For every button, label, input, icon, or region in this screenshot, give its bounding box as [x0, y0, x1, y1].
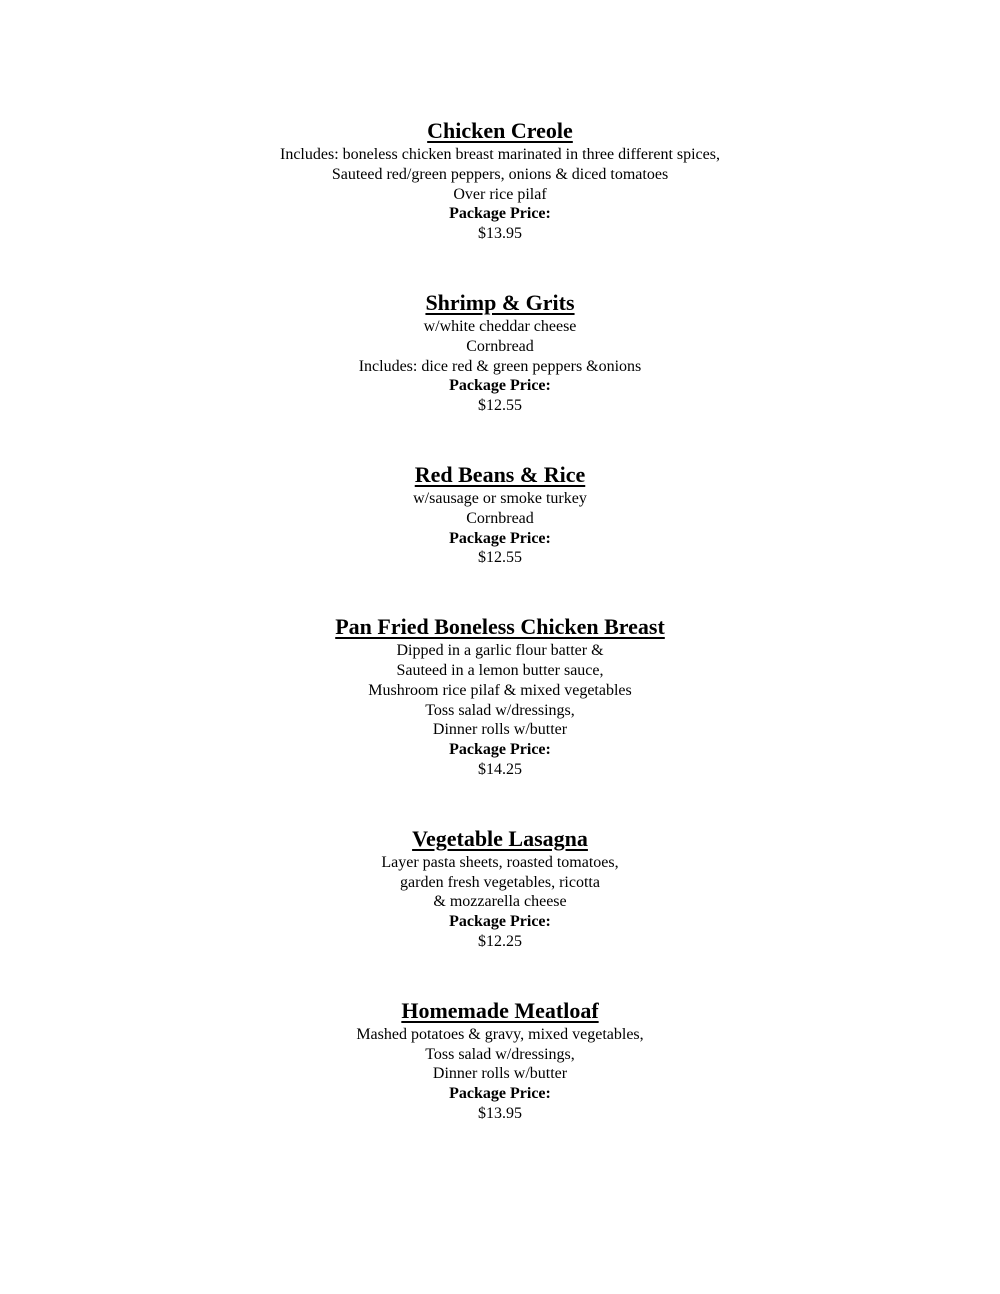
item-description-line: Dipped in a garlic flour batter &	[396, 642, 604, 660]
item-description-line: Over rice pilaf	[453, 185, 547, 203]
price-label: Package Price:	[449, 913, 551, 931]
price-label: Package Price:	[449, 741, 551, 759]
price-value: $12.25	[478, 932, 522, 950]
item-title: Chicken Creole	[427, 118, 573, 143]
price-value: $14.25	[478, 760, 522, 778]
price-value: $13.95	[478, 1104, 522, 1122]
item-title: Shrimp & Grits	[425, 289, 575, 315]
item-description-line: Sauteed in a lemon butter sauce,	[396, 661, 604, 679]
item-description-line: Dinner rolls w/butter	[432, 1065, 568, 1083]
menu-item-pan-fried-chicken	[0, 613, 1000, 780]
item-description-line: Dinner rolls w/butter	[432, 721, 568, 739]
item-description-line: Toss salad w/dressings,	[425, 1045, 575, 1063]
item-description-line: Cornbread	[466, 509, 534, 527]
item-description-line: w/sausage or smoke turkey	[413, 489, 587, 507]
item-title: Pan Fried Boneless Chicken Breast	[335, 614, 665, 640]
price-label: Package Price:	[449, 1085, 551, 1103]
menu-item-shrimp-grits	[0, 289, 1000, 416]
item-description-line: garden fresh vegetables, ricotta	[400, 873, 600, 891]
item-description-line: & mozzarella cheese	[433, 893, 567, 911]
menu-item-vegetable-lasagna	[0, 825, 1000, 952]
menu-item-homemade-meatloaf	[0, 997, 1000, 1124]
price-label: Package Price:	[449, 529, 551, 547]
item-description-line: Mushroom rice pilaf & mixed vegetables	[368, 681, 632, 699]
item-description-line: Mashed potatoes & gravy, mixed vegetables,	[356, 1025, 644, 1043]
price-value: $13.95	[478, 225, 522, 243]
item-description-line: Layer pasta sheets, roasted tomatoes,	[381, 853, 619, 871]
item-title: Vegetable Lasagna	[412, 825, 588, 851]
item-description-line: Sauteed red/green peppers, onions & diced tomatoes	[331, 165, 669, 183]
item-description-line: Includes: dice red & green peppers &onions	[358, 357, 642, 375]
menu-item-chicken-creole	[0, 117, 1000, 244]
item-description-line: w/white cheddar cheese	[423, 317, 577, 335]
menu-item-red-beans-rice	[0, 461, 1000, 568]
price-label: Package Price:	[449, 377, 551, 395]
price-value: $12.55	[478, 397, 522, 415]
item-description-line: Cornbread	[466, 337, 534, 355]
price-label: Package Price:	[449, 205, 551, 223]
item-description-line: Includes: boneless chicken breast marinated in three different spices,	[280, 146, 720, 163]
price-value: $12.55	[478, 549, 522, 567]
item-title: Homemade Meatloaf	[401, 997, 599, 1023]
menu-list	[0, 117, 1000, 1124]
item-description-line: Toss salad w/dressings,	[425, 701, 575, 719]
item-title: Red Beans & Rice	[414, 461, 586, 487]
